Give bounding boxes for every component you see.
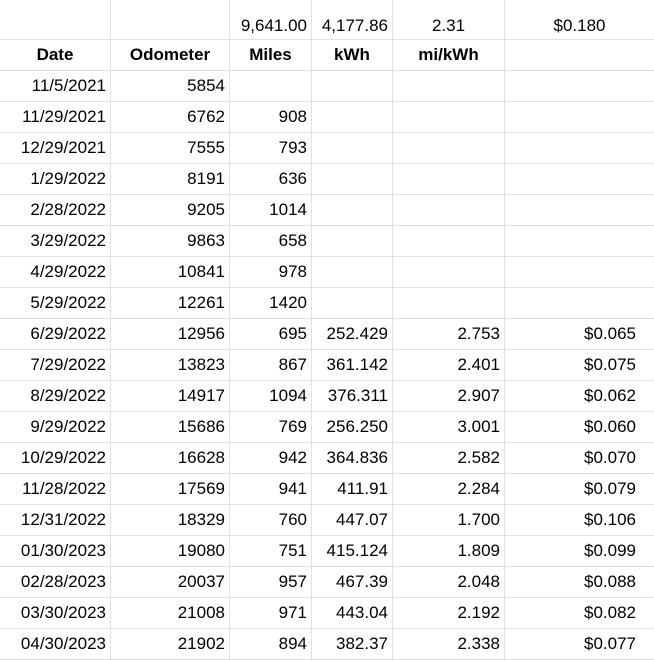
- cell-date[interactable]: 04/30/2023: [0, 629, 111, 659]
- cell-cost[interactable]: $0.075: [584, 355, 636, 374]
- cell-kwh[interactable]: 382.37: [312, 629, 393, 659]
- cell-mi-per-kwh[interactable]: 2.907: [393, 381, 505, 411]
- cell-date[interactable]: 03/30/2023: [0, 598, 111, 628]
- cell-cost[interactable]: $0.082: [584, 603, 636, 622]
- cell-cost[interactable]: $0.060: [584, 417, 636, 436]
- cell-date[interactable]: 11/29/2021: [0, 102, 111, 132]
- table-row: [0, 133, 654, 164]
- totals-row: [0, 0, 654, 40]
- cell-kwh[interactable]: 467.39: [312, 567, 393, 597]
- cell-odometer[interactable]: 12261: [111, 288, 230, 318]
- cell-kwh[interactable]: 364.836: [312, 443, 393, 473]
- table-row: [0, 350, 654, 381]
- table-row: [0, 536, 654, 567]
- cell-odometer[interactable]: 21008: [111, 598, 230, 628]
- cell-odometer[interactable]: 5854: [111, 71, 230, 101]
- cell-kwh[interactable]: 415.124: [312, 536, 393, 566]
- cell-kwh[interactable]: 256.250: [312, 412, 393, 442]
- cell-date[interactable]: 3/29/2022: [0, 226, 111, 256]
- table-row: [0, 102, 654, 133]
- cell-miles[interactable]: 1014: [230, 195, 312, 225]
- cell-date[interactable]: 12/31/2022: [0, 505, 111, 535]
- table-row: [0, 443, 654, 474]
- table-row: [0, 412, 654, 443]
- cell-cost[interactable]: [505, 288, 654, 318]
- cell-mi-per-kwh[interactable]: 2.753: [393, 319, 505, 349]
- cell-cost[interactable]: $0.062: [584, 386, 636, 405]
- cell-odometer[interactable]: 12956: [111, 319, 230, 349]
- cell-total-kwh[interactable]: 4,177.86: [312, 0, 393, 39]
- cell-miles[interactable]: 894: [230, 629, 312, 659]
- cell-mi-per-kwh[interactable]: 1.809: [393, 536, 505, 566]
- cell-odometer[interactable]: 19080: [111, 536, 230, 566]
- cell-miles[interactable]: 769: [230, 412, 312, 442]
- cell-mi-per-kwh[interactable]: 2.582: [393, 443, 505, 473]
- table-row: [0, 226, 654, 257]
- header-mi-per-kwh[interactable]: mi/kWh: [393, 40, 505, 70]
- cell-mi-per-kwh[interactable]: [393, 164, 505, 194]
- header-date[interactable]: Date: [0, 40, 111, 70]
- table-row: [0, 381, 654, 412]
- cell-miles[interactable]: 957: [230, 567, 312, 597]
- cell-odometer[interactable]: 7555: [111, 133, 230, 163]
- cell-date[interactable]: 7/29/2022: [0, 350, 111, 380]
- cell-date[interactable]: 10/29/2022: [0, 443, 111, 473]
- cell-cost[interactable]: $0.065: [584, 324, 636, 343]
- cell-mi-per-kwh[interactable]: [393, 133, 505, 163]
- cell-date[interactable]: 01/30/2023: [0, 536, 111, 566]
- cell-kwh[interactable]: 376.311: [312, 381, 393, 411]
- cell-miles[interactable]: 760: [230, 505, 312, 535]
- cell-odometer[interactable]: 9863: [111, 226, 230, 256]
- cell-total-cost[interactable]: $0.180: [553, 16, 606, 35]
- header-cost[interactable]: [505, 40, 654, 70]
- cell-odometer[interactable]: 10841: [111, 257, 230, 287]
- cell-odometer[interactable]: 13823: [111, 350, 230, 380]
- cell-mi-per-kwh[interactable]: [393, 195, 505, 225]
- header-row: [0, 40, 654, 71]
- cell-date[interactable]: 6/29/2022: [0, 319, 111, 349]
- cell-miles[interactable]: 1420: [230, 288, 312, 318]
- cell-miles[interactable]: 942: [230, 443, 312, 473]
- cell-mi-per-kwh[interactable]: [393, 226, 505, 256]
- cell-kwh[interactable]: [312, 288, 393, 318]
- cell-miles[interactable]: 636: [230, 164, 312, 194]
- cell-odometer[interactable]: 15686: [111, 412, 230, 442]
- cell-kwh[interactable]: [312, 226, 393, 256]
- cell-kwh[interactable]: 361.142: [312, 350, 393, 380]
- table-row: [0, 195, 654, 226]
- cell-cost[interactable]: [505, 164, 654, 194]
- cell-cost[interactable]: $0.077: [584, 634, 636, 653]
- cell-cost[interactable]: [505, 133, 654, 163]
- cell-mi-per-kwh[interactable]: 2.048: [393, 567, 505, 597]
- cell-cost[interactable]: $0.070: [584, 448, 636, 467]
- cell-miles[interactable]: 1094: [230, 381, 312, 411]
- cell-kwh[interactable]: [312, 71, 393, 101]
- cell-cost[interactable]: [505, 226, 654, 256]
- table-row: [0, 567, 654, 598]
- cell-miles[interactable]: 908: [230, 102, 312, 132]
- cell-kwh[interactable]: [312, 102, 393, 132]
- table-row: [0, 319, 654, 350]
- cell-miles[interactable]: 751: [230, 536, 312, 566]
- cell-date[interactable]: 8/29/2022: [0, 381, 111, 411]
- cell-odometer[interactable]: 17569: [111, 474, 230, 504]
- cell-total-mi-per-kwh[interactable]: 2.31: [393, 0, 505, 39]
- cell-date[interactable]: 11/5/2021: [0, 71, 111, 101]
- cell-kwh[interactable]: 252.429: [312, 319, 393, 349]
- header-miles[interactable]: Miles: [230, 40, 312, 70]
- cell-mi-per-kwh[interactable]: 2.401: [393, 350, 505, 380]
- cell-odometer[interactable]: 18329: [111, 505, 230, 535]
- cell-kwh[interactable]: 447.07: [312, 505, 393, 535]
- cell-kwh[interactable]: 411.91: [312, 474, 393, 504]
- data-rows: [0, 71, 654, 660]
- cell-cost[interactable]: [505, 257, 654, 287]
- cell-cost[interactable]: $0.106: [584, 510, 636, 529]
- cell-kwh[interactable]: [312, 195, 393, 225]
- cell-date[interactable]: 5/29/2022: [0, 288, 111, 318]
- cell-odometer[interactable]: 14917: [111, 381, 230, 411]
- header-odometer[interactable]: Odometer: [111, 40, 230, 70]
- cell-cost[interactable]: [505, 195, 654, 225]
- cell-mi-per-kwh[interactable]: [393, 71, 505, 101]
- cell-mi-per-kwh[interactable]: 2.338: [393, 629, 505, 659]
- cell-mi-per-kwh[interactable]: [393, 102, 505, 132]
- table-row: [0, 164, 654, 195]
- table-row: [0, 71, 654, 102]
- cell-mi-per-kwh[interactable]: [393, 288, 505, 318]
- cell-totals-date[interactable]: [0, 0, 111, 39]
- cell-miles[interactable]: 658: [230, 226, 312, 256]
- cell-cost[interactable]: $0.099: [584, 541, 636, 560]
- cell-odometer[interactable]: 20037: [111, 567, 230, 597]
- cell-miles[interactable]: 695: [230, 319, 312, 349]
- cell-odometer[interactable]: 9205: [111, 195, 230, 225]
- cell-cost[interactable]: $0.088: [584, 572, 636, 591]
- cell-odometer[interactable]: 8191: [111, 164, 230, 194]
- table-row: [0, 598, 654, 629]
- cell-odometer[interactable]: 6762: [111, 102, 230, 132]
- cell-kwh[interactable]: [312, 257, 393, 287]
- cell-miles[interactable]: 971: [230, 598, 312, 628]
- table-row: [0, 505, 654, 536]
- cell-mi-per-kwh[interactable]: 1.700: [393, 505, 505, 535]
- table-row: [0, 257, 654, 288]
- table-row: [0, 288, 654, 319]
- cell-date[interactable]: 1/29/2022: [0, 164, 111, 194]
- cell-mi-per-kwh[interactable]: 3.001: [393, 412, 505, 442]
- table-row: [0, 474, 654, 505]
- cell-odometer[interactable]: 16628: [111, 443, 230, 473]
- cell-totals-odometer[interactable]: [111, 0, 230, 39]
- cell-date[interactable]: 2/28/2022: [0, 195, 111, 225]
- cell-mi-per-kwh[interactable]: 2.284: [393, 474, 505, 504]
- cell-mi-per-kwh[interactable]: 2.192: [393, 598, 505, 628]
- cell-miles[interactable]: 941: [230, 474, 312, 504]
- cell-kwh[interactable]: [312, 164, 393, 194]
- cell-date[interactable]: 12/29/2021: [0, 133, 111, 163]
- cell-mi-per-kwh[interactable]: [393, 257, 505, 287]
- cell-miles[interactable]: 867: [230, 350, 312, 380]
- cell-kwh[interactable]: [312, 133, 393, 163]
- table-row: [0, 629, 654, 660]
- cell-cost[interactable]: $0.079: [584, 479, 636, 498]
- cell-cost[interactable]: [505, 71, 654, 101]
- cell-miles[interactable]: 793: [230, 133, 312, 163]
- cell-kwh[interactable]: 443.04: [312, 598, 393, 628]
- cell-date[interactable]: 9/29/2022: [0, 412, 111, 442]
- cell-odometer[interactable]: 21902: [111, 629, 230, 659]
- cell-date[interactable]: 11/28/2022: [0, 474, 111, 504]
- cell-date[interactable]: 4/29/2022: [0, 257, 111, 287]
- header-kwh[interactable]: kWh: [312, 40, 393, 70]
- cell-miles[interactable]: [230, 71, 312, 101]
- cell-miles[interactable]: 978: [230, 257, 312, 287]
- cell-date[interactable]: 02/28/2023: [0, 567, 111, 597]
- cell-total-miles[interactable]: 9,641.00: [230, 0, 312, 39]
- cell-cost[interactable]: [505, 102, 654, 132]
